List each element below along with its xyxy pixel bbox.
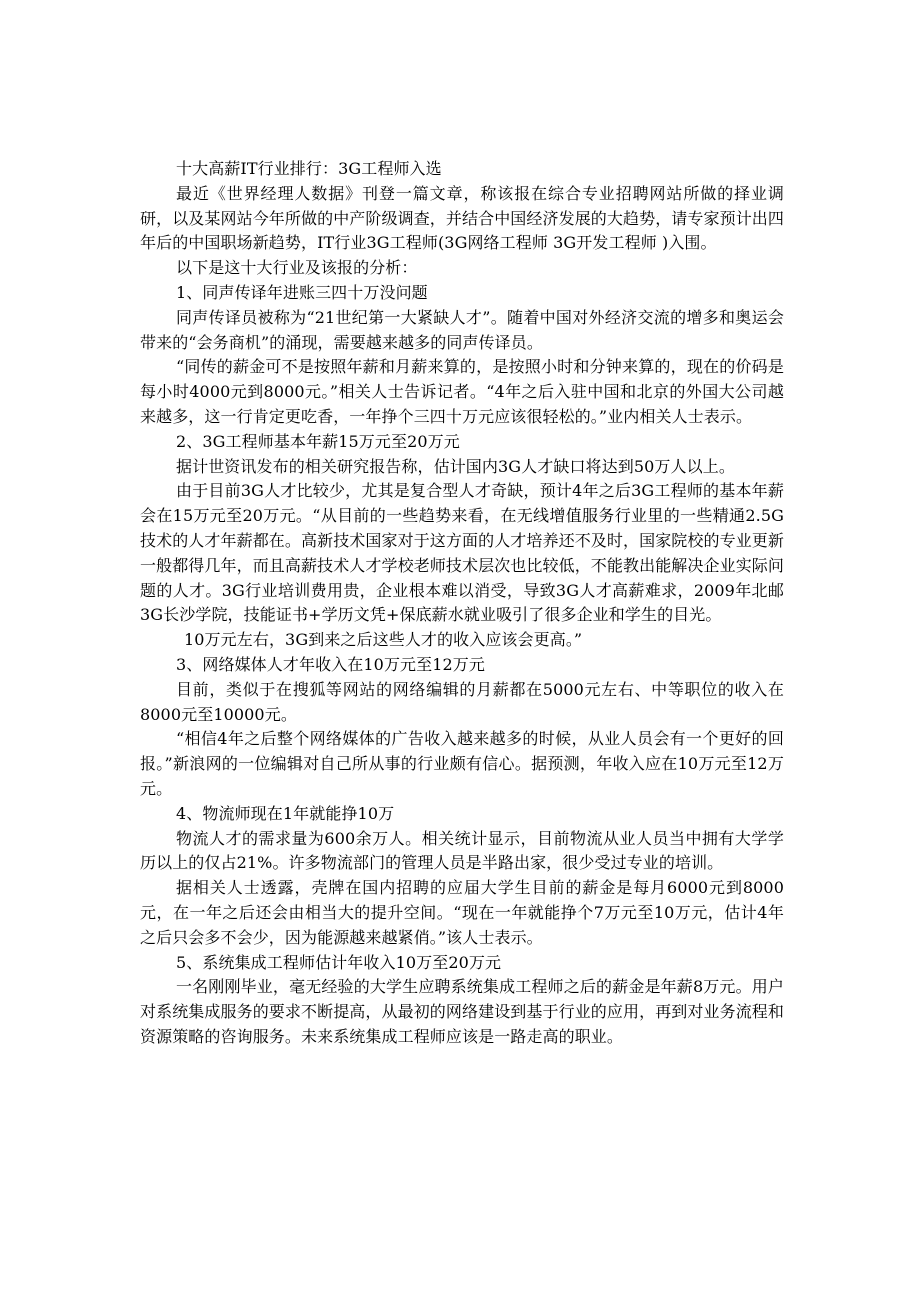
section-heading-1: 1、同声传译年进账三四十万没问题: [176, 282, 428, 302]
section-heading-4: 4、物流师现在1年就能挣10万: [176, 803, 395, 823]
paragraph: 物流人才的需求量为600余万人。相关统计显示，目前物流从业人员当中拥有大学学历以上的仅占21%。许多物流部门的管理人员是半路出家，很少受过专业的培训。: [140, 828, 784, 873]
paragraph: 据计世资讯发布的相关研究报告称，估计国内3G人才缺口将达到50万人以上。: [176, 456, 735, 476]
paragraph: 由于目前3G人才比较少，尤其是复合型人才奇缺，预计4年之后3G工程师的基本年薪会在15万元至20万元。“从目前的一些趋势来看，在无线增值服务行业里的一些精通2.5G技术的人才年薪都在。高新技术国家对于这方面的人才培养还不及时，国家院校的专业更新一般都得几年，而且高薪技术人才学校老师技术层次也比较低，不能教出能解决企业实际问题的人才。3G行业培训费用贵，企业根本难以消受，导致3G人才高薪难求，2009年北邮3G长沙学院，技能证书+学历文凭+保底薪水就业吸引了很多企业和学生的目光。: [140, 481, 785, 625]
paragraph-analysis-lead: 以下是这十大行业及该报的分析：: [176, 258, 418, 278]
section-heading-5: 5、系统集成工程师估计年收入10万至20万元: [176, 952, 502, 972]
paragraph: 据相关人士透露，壳牌在国内招聘的应届大学生目前的薪金是每月6000元到8000元，在一年之后还会由相当大的提升空间。“现在一年就能挣个7万元至10万元，估计4年之后只会多不会少，因为能源越来越紧俏。”该人士表示。: [140, 878, 784, 947]
paragraph: “相信4年之后整个网络媒体的广告收入越来越多的时候，从业人员会有一个更好的回报。”新浪网的一位编辑对自己所从事的行业颇有信心。据预测，年收入应在10万元至12万元。: [140, 729, 784, 798]
paragraph: 10万元左右，3G到来之后这些人才的收入应该会更高。”: [184, 630, 583, 650]
paragraph-intro: 最近《世界经理人数据》刊登一篇文章，称该报在综合专业招聘网站所做的择业调研，以及某网站今年所做的中产阶级调查，并结合中国经济发展的大趋势，请专家预计出四年后的中国职场新趋势，IT行业3G工程师(3G网络工程师 3G开发工程师 )入围。: [140, 183, 785, 253]
paragraph: 一名刚刚毕业，毫无经验的大学生应聘系统集成工程师之后的薪金是年薪8万元。用户对系统集成服务的要求不断提高，从最初的网络建设到基于行业的应用，再到对业务流程和资源策略的咨询服务。未来系统集成工程师应该是一路走高的职业。: [140, 977, 785, 1046]
paragraph: “同传的薪金可不是按照年薪和月薪来算的，是按照小时和分钟来算的，现在的价码是每小时4000元到8000元。”相关人士告诉记者。“4年之后入驻中国和北京的外国大公司越来越多，这一行肯定更吃香，一年挣个三四十万元应该很轻松的。”业内相关人士表示。: [140, 357, 784, 426]
paragraph: 目前，类似于在搜狐等网站的网络编辑的月薪都在5000元左右、中等职位的收入在8000元至10000元。: [140, 679, 784, 724]
section-heading-2: 2、3G工程师基本年薪15万元至20万元: [176, 431, 460, 451]
document-body: [140, 157, 784, 1050]
section-heading-3: 3、网络媒体人才年收入在10万元至12万元: [176, 654, 485, 674]
paragraph: 同声传译员被称为“21世纪第一大紧缺人才”。随着中国对外经济交流的增多和奥运会带来的“会务商机”的涌现，需要越来越多的同声传译员。: [140, 307, 784, 352]
document-title: 十大高薪IT行业排行：3G工程师入选: [176, 159, 442, 178]
